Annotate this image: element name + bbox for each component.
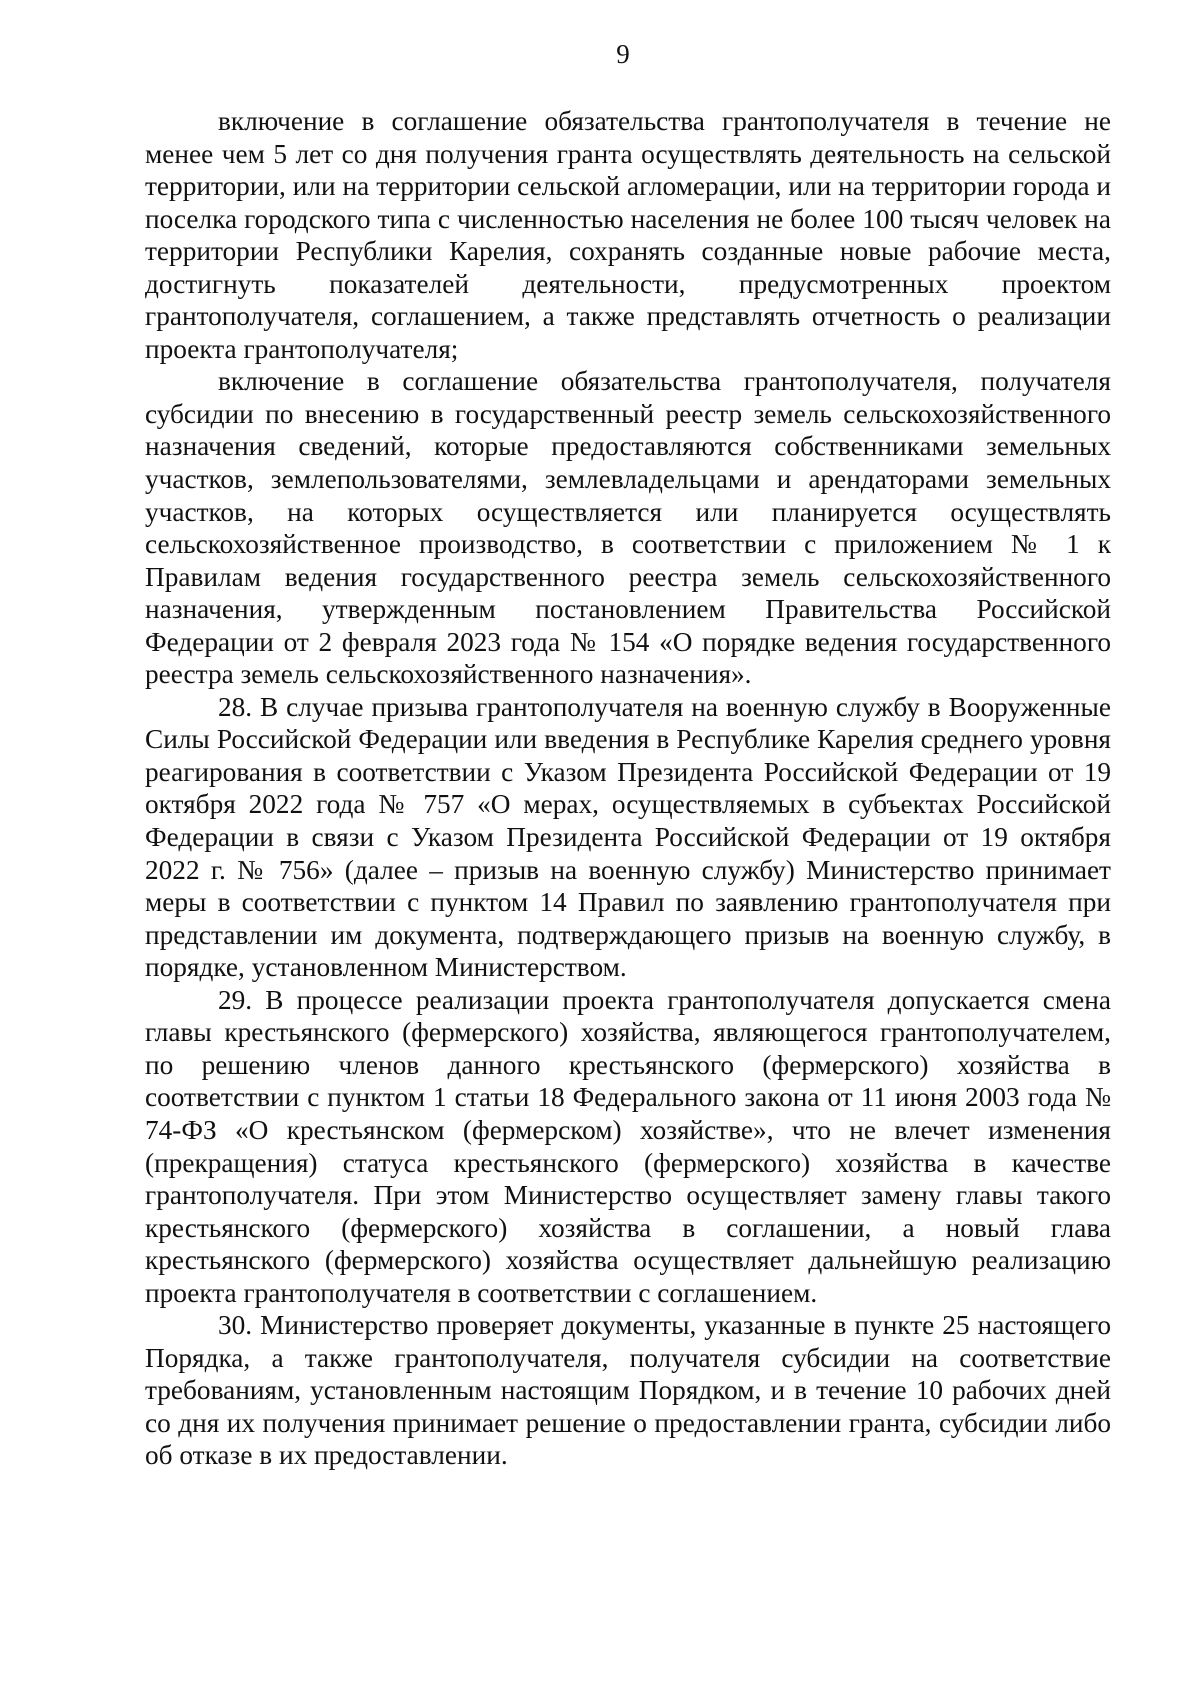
paragraph-29-head-change: 29. В процессе реализации проекта грантополучателя допускается смена главы крестьянского (фермерского) хозяйства, являющегося грантополучателем, по решению членов данного крестьянского (фермерского) хозяйства в соответствии с пунктом 1 статьи 18 Федерального закона от 11 июня 2003 года № 74-ФЗ «О крестьянском (фермерском) хозяйстве», что не влечет изменения (прекращения) статуса крестьянского (фермерского) хозяйства в качестве грантополучателя. При этом Министерство осуществляет замену главы такого крестьянского (фермерского) хозяйства в соглашении, а новый глава крестьянского (фермерского) хозяйства осуществляет дальнейшую реализацию проекта грантополучателя в соответствии с соглашением.: [145, 984, 1111, 1308]
paragraph-agreement-obligation-land-registry: включение в соглашение обязательства грантополучателя, получателя субсидии по внесению в государственный реестр земель сельскохозяйственного назначения сведений, которые предоставляются собственниками земельных участков, землепользователями, землевладельцами и арендаторами земельных участков, на которых осуществляется или планируется осуществлять сельскохозяйственное производство, в соответствии с приложением № 1 к Правилам ведения государственного реестра земель сельскохозяйственного назначения, утвержденным постановлением Правительства Российской Федерации от 2 февраля 2023 года № 154 «О порядке ведения государственного реестра земель сельскохозяйственного назначения».: [145, 366, 1111, 690]
paragraph-agreement-obligation-activity: включение в соглашение обязательства грантополучателя в течение не менее чем 5 лет со дня получения гранта осуществлять деятельность на сельской территории, или на территории сельской агломерации, или на территории города и поселка городского типа с численностью населения не более 100 тысяч человек на территории Республики Карелия, сохранять созданные новые рабочие места, достигнуть показателей деятельности, предусмотренных проектом грантополучателя, соглашением, а также представлять отчетность о реализации проекта грантополучателя;: [145, 106, 1111, 364]
document-body: [145, 105, 1111, 1472]
paragraph-30-document-check: 30. Министерство проверяет документы, указанные в пункте 25 настоящего Порядка, а также грантополучателя, получателя субсидии на соответствие требованиям, установленным настоящим Порядком, и в течение 10 рабочих дней со дня их получения принимает решение о предоставлении гранта, субсидии либо об отказе в их предоставлении.: [145, 1310, 1111, 1471]
page-number: 9: [616, 39, 630, 69]
paragraph-28-military-service: 28. В случае призыва грантополучателя на военную службу в Вооруженные Силы Российской Федерации или введения в Республике Карелия среднего уровня реагирования в соответствии с Указом Президента Российской Федерации от 19 октября 2022 года № 757 «О мерах, осуществляемых в субъектах Российской Федерации в связи с Указом Президента Российской Федерации от 19 октября 2022 г. № 756» (далее – призыв на военную службу) Министерство принимает меры в соответствии с пунктом 14 Правил по заявлению грантополучателя при представлении им документа, подтверждающего призыв на военную службу, в порядке, установленном Министерством.: [145, 691, 1111, 983]
